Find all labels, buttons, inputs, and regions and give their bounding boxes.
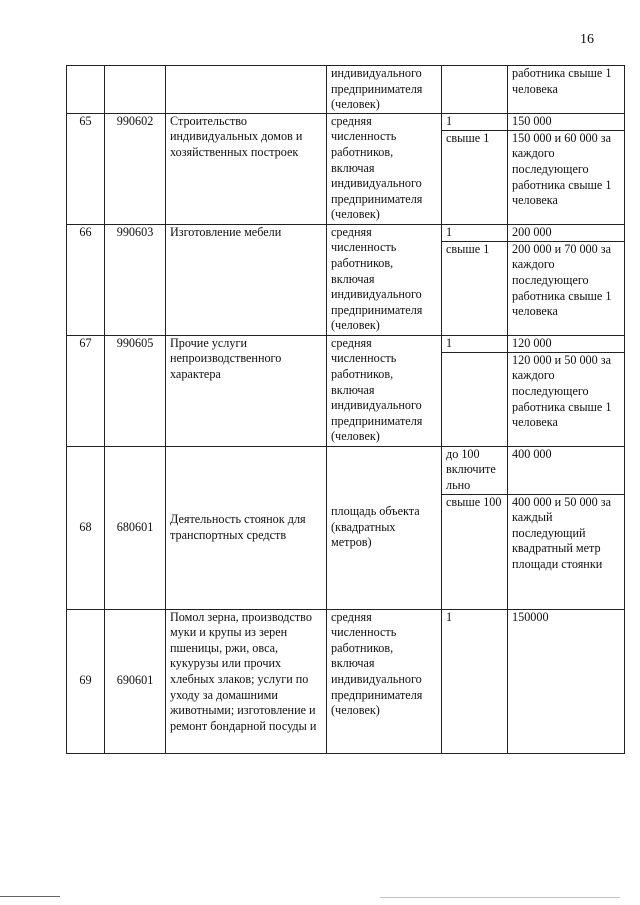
indicator-cell: средняя численность работников, включая индивидуального предпринимателя (человек) bbox=[327, 224, 442, 335]
quantity-cell: 1 bbox=[442, 113, 508, 130]
activity-name-cell: Прочие услуги непроизводственного характера bbox=[166, 335, 327, 446]
activity-code-cell: 990603 bbox=[105, 224, 166, 335]
table-row bbox=[67, 446, 625, 494]
quantity-cell: 1 bbox=[442, 335, 508, 352]
amount-cell: 120 000 и 50 000 за каждого последующего работника свыше 1 человека bbox=[508, 352, 625, 446]
quantity-cell bbox=[442, 352, 508, 446]
indicator-cell: средняя численность работников, включая индивидуального предпринимателя (человек) bbox=[327, 113, 442, 224]
amount-cell: 150 000 bbox=[508, 113, 625, 130]
activity-name-cell: Деятельность стоянок для транспортных средств bbox=[166, 446, 327, 609]
amount-cell: 400 000 bbox=[508, 446, 625, 494]
quantity-cell: свыше 1 bbox=[442, 130, 508, 224]
activity-code-cell: 690601 bbox=[105, 609, 166, 753]
scan-artifact bbox=[0, 896, 60, 897]
table-row bbox=[67, 609, 625, 753]
quantity-cell: свыше 1 bbox=[442, 241, 508, 335]
activity-name-cell: Изготовление мебели bbox=[166, 224, 327, 335]
scan-artifact bbox=[380, 897, 620, 898]
amount-cell: работника свыше 1 человека bbox=[508, 66, 625, 114]
activity-name-cell: Строительство индивидуальных домов и хозяйственных построек bbox=[166, 113, 327, 224]
indicator-cell: средняя численность работников, включая индивидуального предпринимателя (человек) bbox=[327, 609, 442, 753]
table-row bbox=[67, 335, 625, 352]
activity-name-cell bbox=[166, 66, 327, 114]
indicator-cell: индивидуального предпринимателя (человек) bbox=[327, 66, 442, 114]
activity-name-cell: Помол зерна, производство муки и крупы из зерен пшеницы, ржи, овса, кукурузы или прочих хлебных злаков; услуги по уходу за домашними животными; изготовление и ремонт бондарной посуды и bbox=[166, 609, 327, 753]
row-number-cell: 66 bbox=[67, 224, 105, 335]
amount-cell: 150000 bbox=[508, 609, 625, 753]
row-number-cell: 68 bbox=[67, 446, 105, 609]
quantity-cell: 1 bbox=[442, 224, 508, 241]
indicator-cell: площадь объекта (квадратных метров) bbox=[327, 446, 442, 609]
amount-cell: 200 000 и 70 000 за каждого последующего работника свыше 1 человека bbox=[508, 241, 625, 335]
row-number-cell: 69 bbox=[67, 609, 105, 753]
row-number-cell: 67 bbox=[67, 335, 105, 446]
amount-cell: 120 000 bbox=[508, 335, 625, 352]
row-number-cell: 65 bbox=[67, 113, 105, 224]
table-row bbox=[67, 224, 625, 241]
quantity-cell: до 100 включите льно bbox=[442, 446, 508, 494]
quantity-cell: свыше 100 bbox=[442, 494, 508, 609]
activity-code-cell: 990605 bbox=[105, 335, 166, 446]
amount-cell: 200 000 bbox=[508, 224, 625, 241]
activity-code-cell: 680601 bbox=[105, 446, 166, 609]
activity-code-cell: 990602 bbox=[105, 113, 166, 224]
activity-rates-table bbox=[66, 65, 625, 754]
activity-code-cell bbox=[105, 66, 166, 114]
table-row-continued bbox=[67, 66, 625, 114]
amount-cell: 150 000 и 60 000 за каждого последующего работника свыше 1 человека bbox=[508, 130, 625, 224]
quantity-cell: 1 bbox=[442, 609, 508, 753]
indicator-cell: средняя численность работников, включая индивидуального предпринимателя (человек) bbox=[327, 335, 442, 446]
table-row bbox=[67, 113, 625, 130]
amount-cell: 400 000 и 50 000 за каждый последующий квадратный метр площади стоянки bbox=[508, 494, 625, 609]
quantity-cell bbox=[442, 66, 508, 114]
page-number: 16 bbox=[580, 32, 594, 47]
row-number-cell bbox=[67, 66, 105, 114]
